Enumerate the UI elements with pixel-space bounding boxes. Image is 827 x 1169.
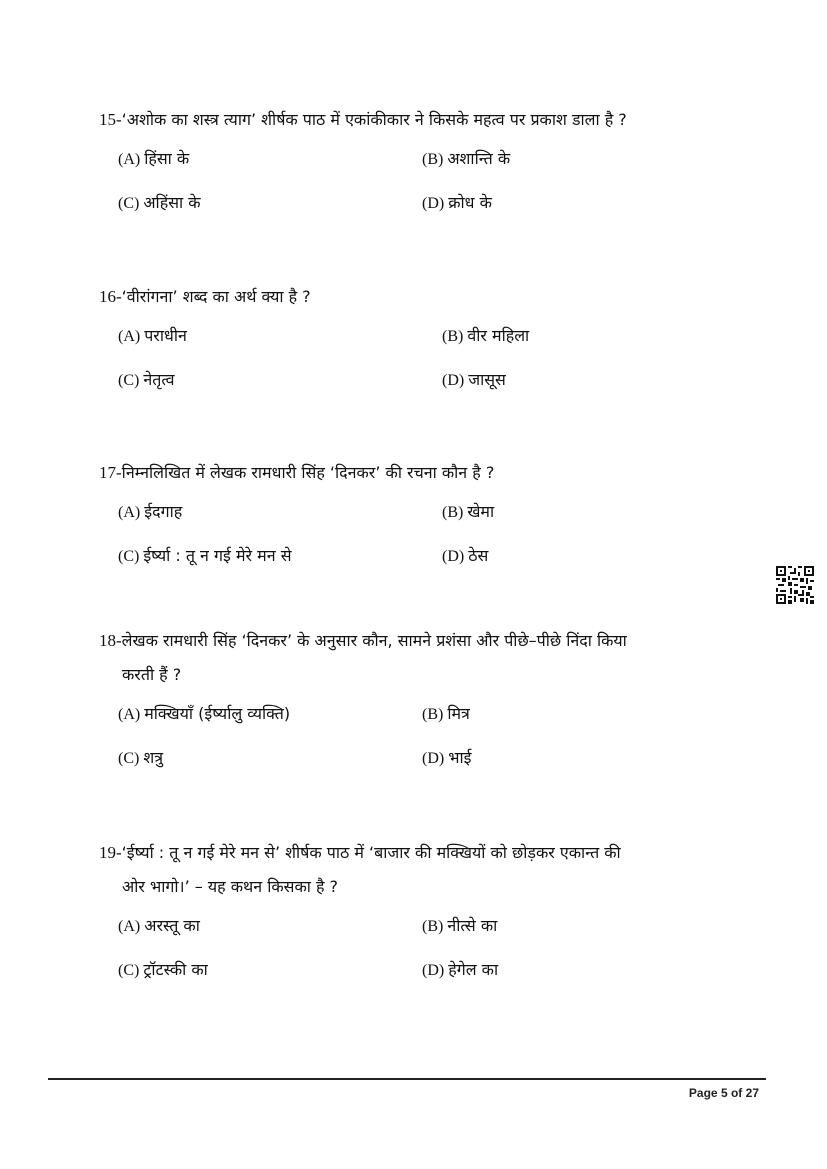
option-d[interactable]	[442, 370, 506, 391]
option-text: ठेस	[468, 546, 489, 565]
option-letter: (D)	[422, 750, 445, 767]
option-text: वीर महिला	[467, 326, 530, 345]
option-text: ईदगाह	[144, 502, 183, 521]
option-c[interactable]	[118, 546, 292, 567]
option-d[interactable]	[422, 193, 492, 214]
option-text: जासूस	[468, 370, 506, 389]
current-page: 5	[720, 1086, 728, 1100]
options	[99, 914, 764, 1000]
question-text	[99, 624, 764, 692]
option-text: अशान्ति के	[447, 149, 511, 168]
option-text: ट्रॉटस्की का	[143, 960, 208, 979]
option-letter: (D)	[442, 372, 465, 389]
option-d[interactable]	[442, 546, 488, 567]
option-letter: (A)	[118, 918, 141, 935]
question-number: 16-	[99, 287, 122, 306]
option-letter: (C)	[118, 372, 140, 389]
question-17	[99, 456, 764, 586]
option-b[interactable]	[442, 502, 494, 523]
question-19	[99, 836, 764, 1000]
option-c[interactable]	[118, 960, 208, 981]
question-stem: ‘वीरांगना’ शब्द का अर्थ क्या है ?	[121, 287, 311, 306]
option-text: मक्खियाँ (ईर्ष्यालु व्यक्ति)	[144, 704, 291, 723]
option-text: मित्र	[447, 704, 470, 723]
option-d[interactable]	[422, 960, 498, 981]
option-a[interactable]	[118, 916, 200, 937]
question-stem: ‘ईर्ष्या : तू न गई मेरे मन से’ शीर्षक पाठ में ‘बाजार की मक्खियों को छोड़कर एकान्त की	[121, 843, 621, 862]
option-letter: (D)	[422, 195, 445, 212]
question-16	[99, 280, 764, 410]
question-number: 17-	[99, 463, 122, 482]
page-number	[689, 1086, 759, 1100]
option-text: क्रोध के	[448, 193, 492, 212]
option-b[interactable]	[422, 704, 470, 725]
question-stem: निम्नलिखित में लेखक रामधारी सिंह ‘दिनकर’ की रचना कौन है ?	[121, 463, 495, 482]
option-c[interactable]	[118, 370, 174, 391]
question-text	[99, 836, 764, 904]
option-text: भाई	[448, 748, 472, 767]
question-stem: लेखक रामधारी सिंह ‘दिनकर’ के अनुसार कौन, सामने प्रशंसा और पीछे–पीछे निंदा किया	[121, 631, 627, 650]
option-letter: (C)	[118, 195, 140, 212]
option-a[interactable]	[118, 502, 182, 523]
options	[99, 324, 764, 410]
page-label: Page	[688, 1086, 718, 1100]
option-text: नेतृत्व	[143, 370, 175, 389]
option-a[interactable]	[118, 149, 189, 170]
question-text	[99, 103, 764, 137]
question-18	[99, 624, 764, 788]
option-letter: (A)	[118, 504, 141, 521]
option-b[interactable]	[442, 326, 529, 347]
option-d[interactable]	[422, 748, 471, 769]
option-letter: (B)	[442, 328, 464, 345]
footer-divider	[48, 1078, 766, 1080]
option-letter: (D)	[422, 962, 445, 979]
option-text: ईर्ष्या : तू न गई मेरे मन से	[143, 546, 292, 565]
option-letter: (B)	[422, 918, 444, 935]
question-15	[99, 103, 764, 233]
total-pages: 27	[745, 1086, 759, 1100]
option-c[interactable]	[118, 748, 163, 769]
question-stem: ‘अशोक का शस्त्र त्याग’ शीर्षक पाठ में एकांकीकार ने किसके महत्व पर प्रकाश डाला है ?	[121, 110, 627, 129]
option-letter: (B)	[422, 706, 444, 723]
options	[99, 702, 764, 788]
option-text: पराधीन	[144, 326, 187, 345]
question-number: 15-	[99, 110, 122, 129]
option-c[interactable]	[118, 193, 201, 214]
option-text: हेगेल का	[448, 960, 499, 979]
question-text	[99, 456, 764, 490]
question-stem-continued: करती हैं ?	[122, 665, 182, 684]
options	[99, 500, 764, 586]
options	[99, 147, 764, 233]
question-text	[99, 280, 764, 314]
option-text: खेमा	[467, 502, 495, 521]
option-letter: (C)	[118, 962, 140, 979]
question-stem-continued: ओर भागो।’ – यह कथन किसका है ?	[122, 877, 339, 896]
option-b[interactable]	[422, 916, 497, 937]
question-number: 18-	[99, 631, 122, 650]
option-text: हिंसा के	[144, 149, 190, 168]
option-a[interactable]	[118, 326, 187, 347]
option-text: अरस्तू का	[144, 916, 200, 935]
option-letter: (A)	[118, 706, 141, 723]
option-letter: (A)	[118, 328, 141, 345]
option-letter: (B)	[422, 151, 444, 168]
of-label: of	[730, 1086, 743, 1100]
option-text: शत्रु	[143, 748, 164, 767]
option-text: अहिंसा के	[143, 193, 201, 212]
question-number: 19-	[99, 843, 122, 862]
option-text: नीत्से का	[447, 916, 498, 935]
option-letter: (A)	[118, 151, 141, 168]
option-letter: (C)	[118, 750, 140, 767]
qr-code-icon[interactable]	[776, 566, 814, 604]
option-letter: (D)	[442, 548, 465, 565]
option-letter: (C)	[118, 548, 140, 565]
option-letter: (B)	[442, 504, 464, 521]
option-a[interactable]	[118, 704, 290, 725]
option-b[interactable]	[422, 149, 510, 170]
